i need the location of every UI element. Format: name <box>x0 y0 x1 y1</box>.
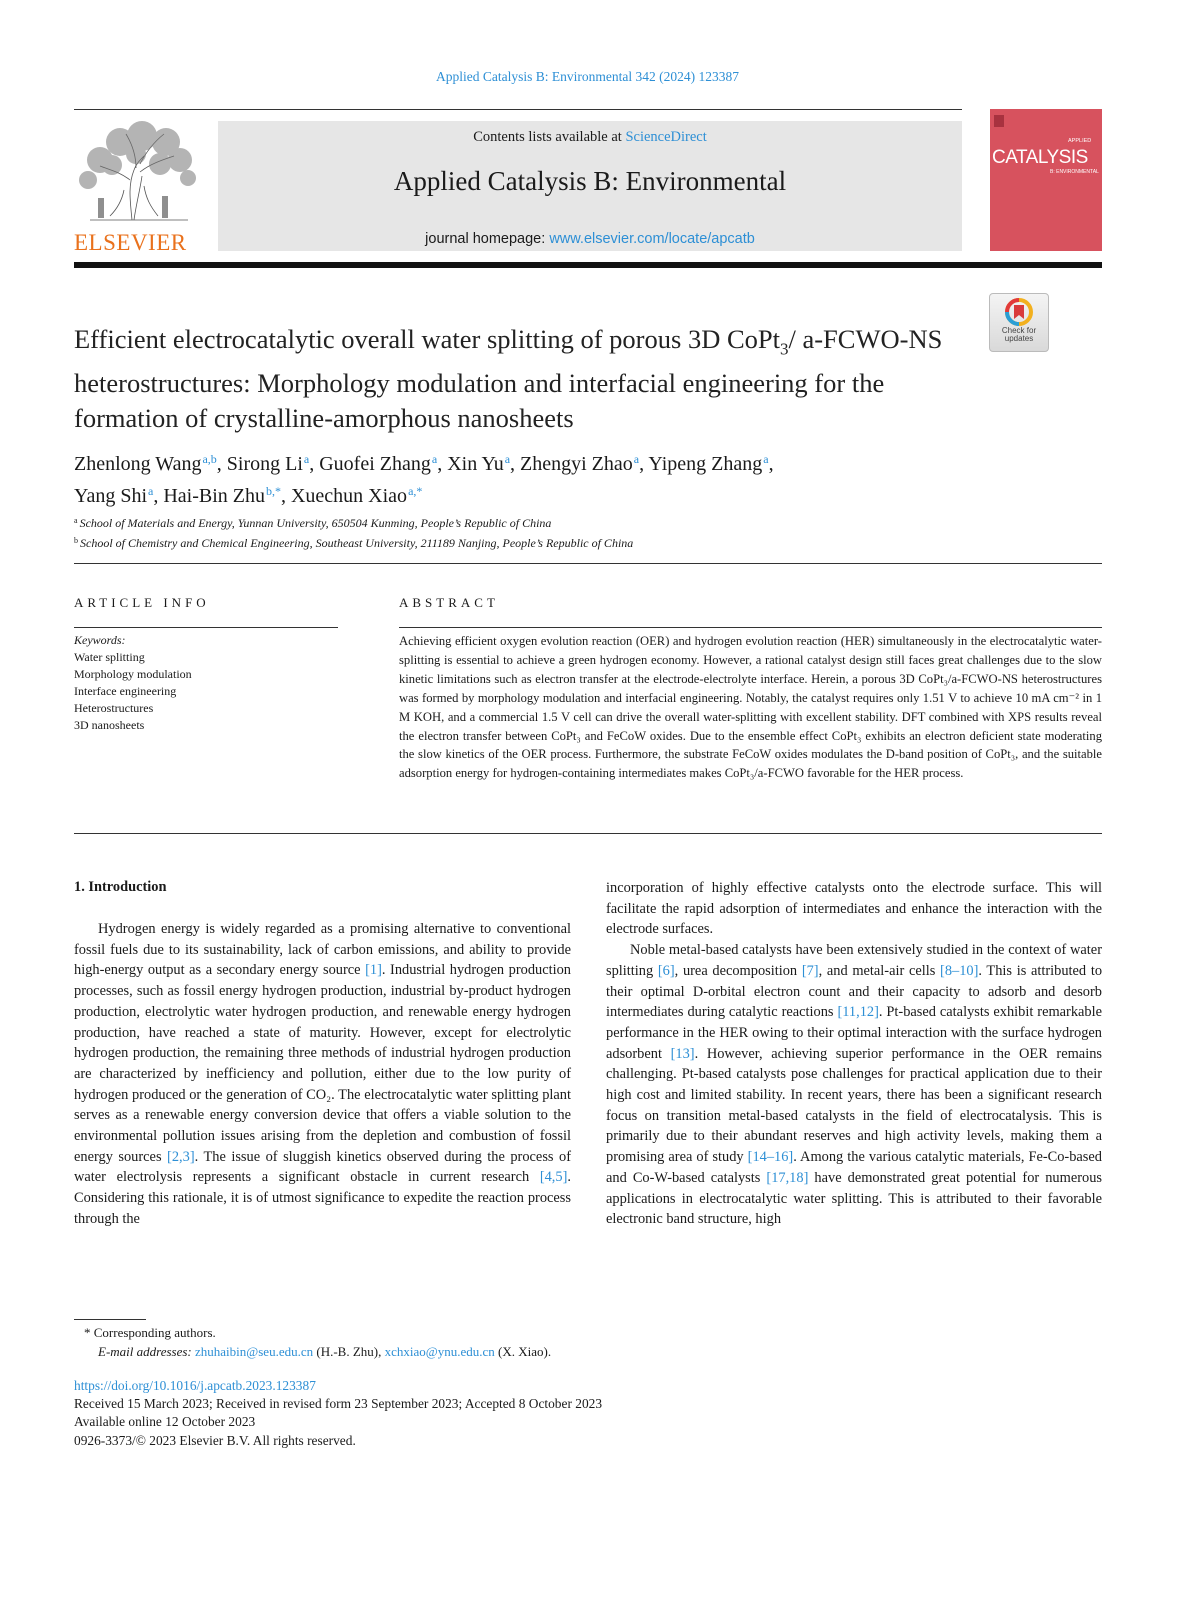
author-affiliation-marker[interactable]: a <box>303 452 310 466</box>
body-paragraph: Noble metal-based catalysts have been extensively studied in the context of water splitting [6], urea decomposition [7], and metal-air cells [8–10]. This is attributed to their optimal D-orbital electron count and their capacity to adsorb and desorb intermediates during catalytic reactions [11,12]. Pt-based catalysts exhibit remarkable performance in the HER owing to their optimal interaction with the surface hydrogen adsorbent [13]. However, achieving superior performance in the OER remains challenging. Pt-based catalysts pose challenges for practical application due to their high cost and limited stability. In recent years, there has been a significant research focus on transition metal-based catalysts in the field of electrocatalysis. This is primarily due to their abundant reserves and high activity levels, making them a promising area of study [14–16]. Among the various catalytic materials, Fe-Co-based and Co-W-based catalysts [17,18] have demonstrated great potential for numerous applications in electrocatalytic water splitting. This is attributed to their favorable electronic band structure, high <box>606 942 1103 1228</box>
citation-link[interactable]: [4,5] <box>539 1169 568 1186</box>
footnote-rule <box>74 1319 146 1320</box>
email-link[interactable]: xchxiao@ynu.edu.cn <box>384 1344 495 1359</box>
author[interactable]: Zhenlong Wang$^{a,b}$ <box>74 452 217 475</box>
article-title-part-1: Efficient electrocatalytic overall water splitting of porous 3D CoPt <box>74 324 780 354</box>
author-affiliation-marker[interactable]: a <box>148 484 154 498</box>
cover-title: CATALYSIS <box>992 147 1088 168</box>
author-affiliation-marker[interactable]: a <box>763 452 769 466</box>
body-paragraph: Hydrogen energy is widely regarded as a promising alternative to conventional fossil fuels due to its sustainability, lack of carbon emissions, and ability to provide high-energy output as a secondary energy source [1]. Industrial hydrogen production processes, such as fossil energy hydrogen production, industrial by-product hydrogen production, electrolytic water hydrogen production, and renewable energy hydrogen production, have reached a state of maturity. However, except for electrolytic hydrogen production, the remaining three methods of industrial hydrogen production are characterized by inefficiency and pollution, either due to the low purity of hydrogen produced or the generation of CO₂. The electrocatalytic water splitting plant serves as a renewable energy conversion device that offers a viable solution to the environmental pollution issues arising from the depletion and combustion of fossil energy sources [2,3]. The issue of sluggish kinetics observed during the process of water electrolysis represents a significant obstacle in current research [4,5]. Considering this rationale, it is of utmost significance to expedite the reaction process through the <box>74 921 572 1227</box>
corresponding-authors-note: * Corresponding authors. <box>84 1325 216 1340</box>
abstract-rule <box>399 627 1102 628</box>
citation-link[interactable]: [17,18] <box>766 1169 809 1186</box>
email-label: E-mail addresses: <box>98 1344 196 1359</box>
journal-masthead <box>218 121 962 251</box>
citation-link[interactable]: [1] <box>365 962 382 979</box>
author[interactable]: Guofei Zhang$^a$ <box>319 452 438 475</box>
author[interactable]: Xin Yu$^a$ <box>447 452 511 475</box>
author[interactable]: Yipeng Zhang$^a$ <box>648 452 769 475</box>
journal-cover-thumbnail[interactable] <box>990 109 1102 251</box>
affiliations <box>74 512 974 552</box>
author-affiliation-marker[interactable]: a <box>633 452 640 466</box>
publication-info <box>74 1377 602 1450</box>
keyword: Morphology modulation <box>74 667 192 681</box>
keywords-label: Keywords: <box>74 633 126 647</box>
section-heading-introduction: 1. Introduction <box>74 879 167 895</box>
received-dates: Received 15 March 2023; Received in revised form 23 September 2023; Accepted 8 October 2023 <box>74 1396 603 1412</box>
header-rule <box>74 109 962 110</box>
copyright-line: 0926-3373/© 2023 Elsevier B.V. All rights reserved. <box>74 1432 356 1448</box>
keyword: Water splitting <box>74 650 145 664</box>
article-title-part-2: / a-FCWO-NS heterostructures: Morphology modulation and interfacial engineering for the formation of crystalline-amorphous nanosheets <box>74 324 943 434</box>
footnotes <box>74 1323 551 1361</box>
header-thick-rule <box>74 262 1102 268</box>
email-line: E-mail addresses: zhuhaibin@seu.edu.cn (H.-B. Zhu), xchxiao@ynu.edu.cn (X. Xiao). <box>98 1344 552 1359</box>
citation-link[interactable]: [7] <box>801 962 819 979</box>
author[interactable]: Xuechun Xiao$^{a,*}$ <box>290 484 423 507</box>
article-info-rule <box>74 627 338 628</box>
author[interactable]: Yang Shi$^a$ <box>74 484 154 507</box>
check-updates-icon <box>1004 297 1034 327</box>
body-paragraph: incorporation of highly effective catalysts onto the electrode surface. This will facilitate the rapid adsorption of intermediates and enhance the interaction with the electrode surfaces. <box>606 880 1102 938</box>
author[interactable]: Zhengyi Zhao$^a$ <box>520 452 640 475</box>
check-updates-label: Check for updates <box>1001 326 1037 343</box>
sciencedirect-link[interactable]: ScienceDirect <box>625 129 707 145</box>
running-head[interactable]: Applied Catalysis B: Environmental 342 (2024) 123387 <box>436 69 739 84</box>
affiliation: $^b$ School of Chemistry and Chemical Engineering, Southeast University, 211189 Nanjing, People’s Republic of China <box>74 536 634 550</box>
cover-logo-mark <box>994 115 1004 127</box>
keyword: 3D nanosheets <box>74 718 145 732</box>
author-affiliation-marker[interactable]: a <box>431 452 438 466</box>
author[interactable]: Sirong Li$^a$ <box>226 452 310 475</box>
homepage-prefix: journal homepage: <box>425 231 550 247</box>
abstract-text: Achieving efficient oxygen evolution reaction (OER) and hydrogen evolution reaction (HER) simultaneously in the electrocatalytic water-splitting is essential to achieve a green hydrogen economy. However, a rational catalyst design still faces great challenges due to the slow kinetic limitations such as electron transfer at the electrode-electrolyte interface. Herein, a porous 3D CoPt₃/a-FCWO-NS heterostructures was formed by morphology modulation and interfacial engineering. Notably, the catalyst requires only 1.51 V to achieve 10 mA cm⁻² in 1 M KOH, and a commercial 1.5 V cell can drive the overall water-splitting with excellent stability. DFT combined with XPS results reveal the electron transfer between CoPt₃ and FeCoW oxides. Due to the ensemble effect CoPt₃ exhibits an electron deficient state moderating the slow kinetics of the OER process. Furthermore, the substrate FeCoW oxides modulates the D-band position of CoPt₃, and the suitable adsorption energy for hydrogen-containing intermediates makes CoPt₃/a-FCWO favorable for the HER process. <box>399 634 1102 781</box>
contents-line <box>218 129 962 146</box>
author-list: Zhenlong Wang$^{a,b}$, Sirong Li$^a$, Guofei Zhang$^a$, Xin Yu$^a$, Zhengyi Zhao$^a$, Yipeng Zhang$^a$, Yang Shi$^a$, Hai-Bin Zhu$^{b,*}$, Xuechun Xiao$^{a,*}$ <box>74 452 774 507</box>
doi-link[interactable]: https://doi.org/10.1016/j.apcatb.2023.123387 <box>74 1378 316 1393</box>
citation-link[interactable]: [8–10] <box>940 962 979 979</box>
cover-subtitle: B: ENVIRONMENTAL <box>1050 169 1099 175</box>
email-link[interactable]: zhuhaibin@seu.edu.cn <box>195 1344 314 1359</box>
citation-link[interactable]: [2,3] <box>167 1148 195 1165</box>
body-column-right <box>606 878 1102 1230</box>
journal-name: Applied Catalysis B: Environmental <box>393 166 787 196</box>
body-column-left <box>74 919 571 1230</box>
keywords-block <box>74 632 192 734</box>
check-for-updates-button[interactable] <box>989 293 1049 352</box>
citation-link[interactable]: [13] <box>670 1045 695 1062</box>
author-affiliation-marker[interactable]: b,* <box>265 484 281 498</box>
author-affiliation-marker[interactable]: a,b <box>202 452 217 466</box>
available-online-date: Available online 12 October 2023 <box>74 1414 256 1430</box>
publisher-name: ELSEVIER <box>74 230 187 255</box>
contents-prefix: Contents lists available at <box>473 129 626 145</box>
author-affiliation-marker[interactable]: a,* <box>408 484 423 498</box>
homepage-line <box>218 231 962 247</box>
cover-applied: APPLIED <box>1068 138 1092 144</box>
keyword: Interface engineering <box>74 684 177 698</box>
section-rule <box>74 833 1102 834</box>
section-rule <box>74 563 1102 564</box>
citation-link[interactable]: [11,12] <box>837 1004 879 1021</box>
keyword: Heterostructures <box>74 701 154 715</box>
author-affiliation-marker[interactable]: a <box>504 452 511 466</box>
article-title-subscript: 3 <box>779 339 789 359</box>
citation-link[interactable]: [6] <box>657 962 675 979</box>
author[interactable]: Hai-Bin Zhu$^{b,*}$ <box>163 484 281 507</box>
abstract-heading: ABSTRACT <box>399 595 499 610</box>
article-info-heading: ARTICLE INFO <box>74 595 210 610</box>
homepage-link[interactable]: www.elsevier.com/locate/apcatb <box>549 231 755 247</box>
affiliation: $^a$ School of Materials and Energy, Yunnan University, 650504 Kunming, People’s Republic of China <box>74 516 552 530</box>
article-title <box>74 322 954 436</box>
citation-link[interactable]: [14–16] <box>747 1149 794 1166</box>
